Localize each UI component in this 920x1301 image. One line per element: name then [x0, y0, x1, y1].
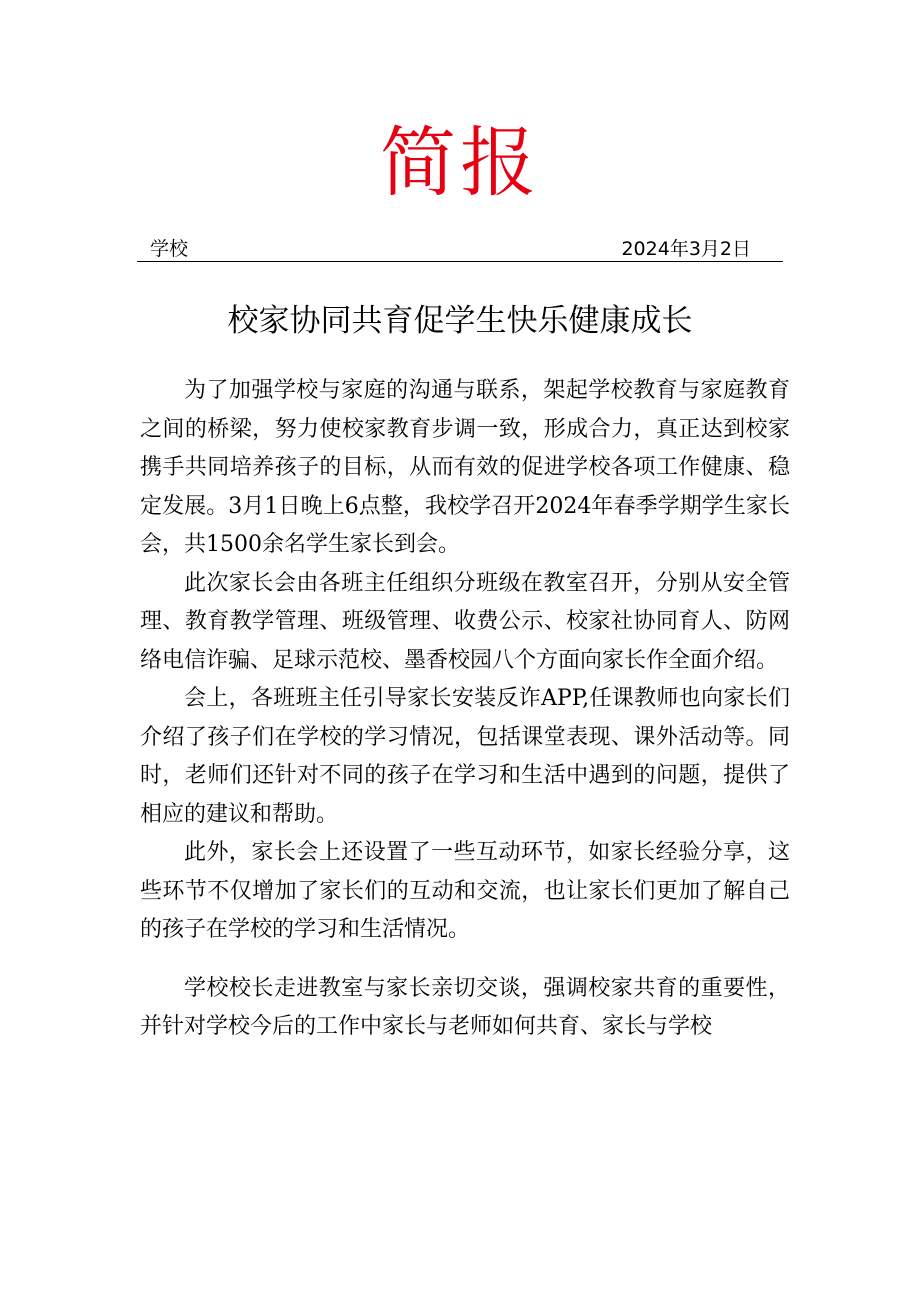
- meta-row: [137, 230, 783, 262]
- header-divider: [137, 261, 783, 262]
- article-body: [140, 372, 790, 1047]
- article-paragraph-1: 为了加强学校与家庭的沟通与联系，架起学校教育与家庭教育之间的桥梁，努力使校家教育步调一致，形成合力，真正达到校家携手共同培养孩子的目标，从而有效的促进学校各项工作健康、稳定发展。3月1日晚上6点整，我校学召开2024年春季学期学生家长会，共1500余名学生家长到会。: [140, 378, 790, 557]
- article-paragraph-4: 此外，家长会上还设置了一些互动环节，如家长经验分享，这些环节不仅增加了家长们的互动和交流，也让家长们更加了解自己的孩子在学校的学习和生活情况。: [140, 840, 790, 942]
- article-title: 校家协同共育促学生快乐健康成长: [227, 303, 693, 339]
- issue-date: 2024年3月2日: [621, 238, 751, 260]
- article-paragraph-3: 会上，各班班主任引导家长安装反诈APP,任课教师也向家长们介绍了孩子们在学校的学习情况，包括课堂表现、课外活动等。同时，老师们还针对不同的孩子在学习和生活中遇到的问题，提供了相应的建议和帮助。: [140, 686, 790, 827]
- article-paragraph-2: 此次家长会由各班主任组织分班级在教室召开，分别从安全管理、教育教学管理、班级管理、收费公示、校家社协同育人、防网络电信诈骗、足球示范校、墨香校园八个方面向家长作全面介绍。: [140, 570, 790, 673]
- masthead-title: 简报: [380, 118, 540, 207]
- article-paragraph-5: 学校校长走进教室与家长亲切交谈，强调校家共育的重要性，并针对学校今后的工作中家长与老师如何共育、家长与学校: [140, 975, 790, 1039]
- school-name: 学校: [150, 238, 189, 260]
